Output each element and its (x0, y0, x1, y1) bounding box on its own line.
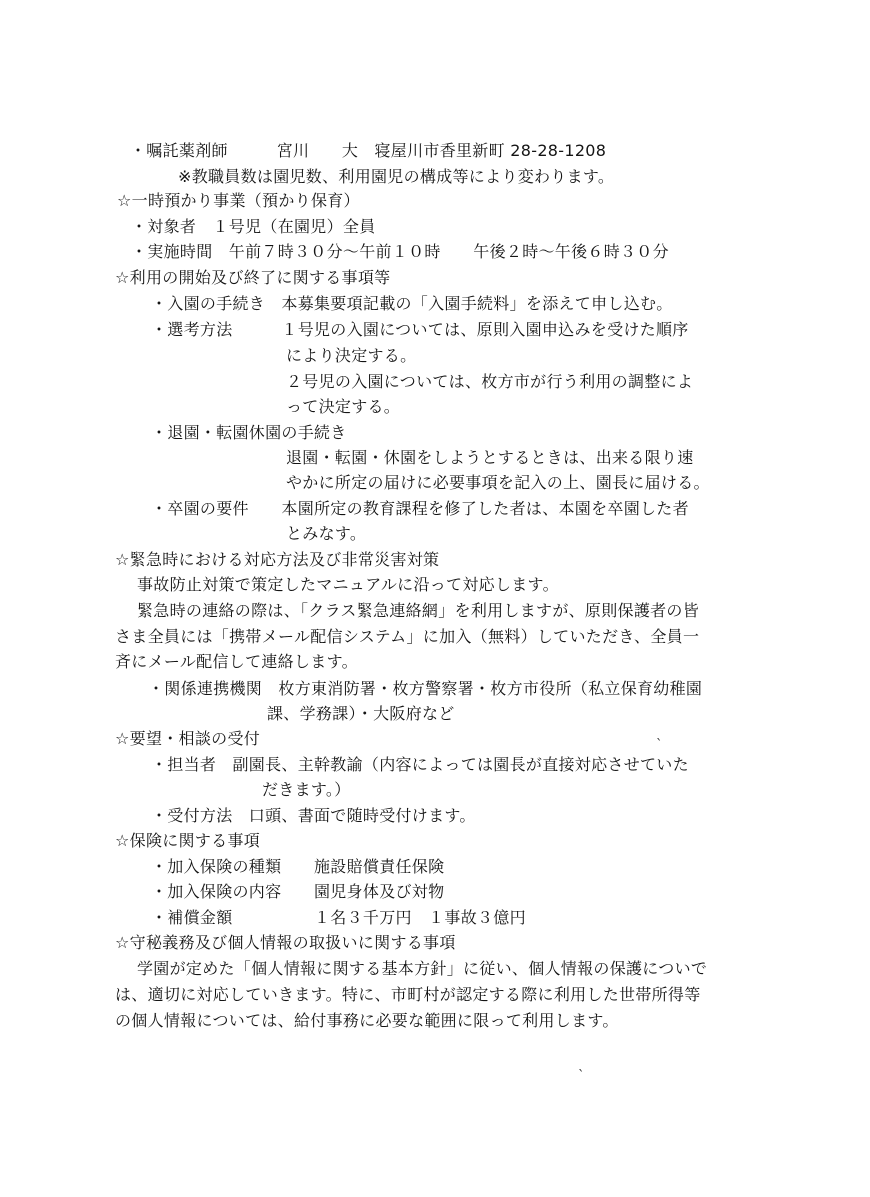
heading-privacy: ☆守秘義務及び個人情報の取扱いに関する事項 (115, 933, 456, 952)
selection-method-1: ・選考方法 １号児の入園については、原則入園申込みを受けた順序 (151, 320, 689, 339)
graduation-2: とみなす。 (286, 524, 367, 543)
selection-method-2: により決定する。 (286, 346, 417, 365)
withdrawal-text-2: やかに所定の届けに必要事項を記入の上、園長に届ける。 (286, 473, 710, 492)
related-agencies-2: 課、学務課）・大阪府など (267, 704, 455, 723)
privacy-text-1: 学園が定めた「個人情報に関する基本方針」に従い、個人情報の保護についで (137, 959, 708, 978)
heading-requests: ☆要望・相談の受付 (115, 729, 261, 748)
emergency-text-4: 斉にメール配信して連絡します。 (115, 652, 358, 671)
graduation-1: ・卒園の要件 本園所定の教育課程を修了した者は、本園を卒園した者 (151, 499, 689, 518)
contact-person-1: ・担当者 副園長、主幹教諭（内容によっては園長が直接対応させていた (151, 755, 689, 774)
target-line: ・対象者 １号児（在園児）全員 (131, 217, 376, 236)
scan-speck: ˋ (578, 1069, 585, 1084)
hours-line: ・実施時間 午前７時３０分～午前１０時 午後２時～午後６時３０分 (131, 242, 669, 261)
reception-method: ・受付方法 口頭、書面で随時受付けます。 (151, 806, 476, 825)
scan-speck: ˋ (656, 738, 663, 753)
related-agencies-1: ・関係連携機関 枚方東消防署・枚方警察署・枚方市役所（私立保育幼稚園 (148, 679, 703, 698)
admission-procedure: ・入園の手続き 本募集要項記載の「入園手続料」を添えて申し込む。 (151, 294, 673, 313)
insurance-type: ・加入保険の種類 施設賠償責任保険 (151, 857, 445, 876)
insurance-content: ・加入保険の内容 園児身体及び対物 (151, 882, 445, 901)
withdrawal-text-1: 退園・転園・休園をしようとするときは、出来る限り速 (286, 448, 694, 467)
staff-note: ※教職員数は園児数、利用園児の構成等により変わります。 (178, 167, 615, 186)
privacy-text-2: は、適切に対応していきます。特に、市町村が認定する際に利用した世帯所得等 (115, 985, 701, 1004)
emergency-text-3: さま全員には「携帯メール配信システム」に加入（無料）していただき、全員一 (115, 627, 700, 646)
heading-enrollment: ☆利用の開始及び終了に関する事項等 (115, 268, 391, 287)
emergency-text-2: 緊急時の連絡の際は、「クラス緊急連絡網」を利用しますが、原則保護者の皆 (137, 601, 700, 620)
heading-temporary-care: ☆一時預かり事業（預かり保育） (117, 191, 360, 210)
emergency-text-1: 事故防止対策で策定したマニュアルに沿って対応します。 (137, 575, 559, 594)
withdrawal-heading: ・退園・転園休園の手続き (151, 423, 347, 442)
heading-emergency: ☆緊急時における対応方法及び非常災害対策 (115, 550, 440, 569)
pharmacist-line: ・嘱託薬剤師 宮川 大 寝屋川市香里新町 28-28-1208 (130, 141, 607, 160)
selection-method-3: ２号児の入園については、枚方市が行う利用の調整によ (286, 372, 694, 391)
privacy-text-3: の個人情報については、給付事務に必要な範囲に限って利用します。 (115, 1011, 619, 1030)
selection-method-4: って決定する。 (286, 397, 401, 416)
heading-insurance: ☆保険に関する事項 (115, 831, 261, 850)
insurance-amount: ・補償金額 １名３千万円 １事故３億円 (151, 908, 526, 927)
contact-person-2: だきます。） (262, 780, 351, 799)
